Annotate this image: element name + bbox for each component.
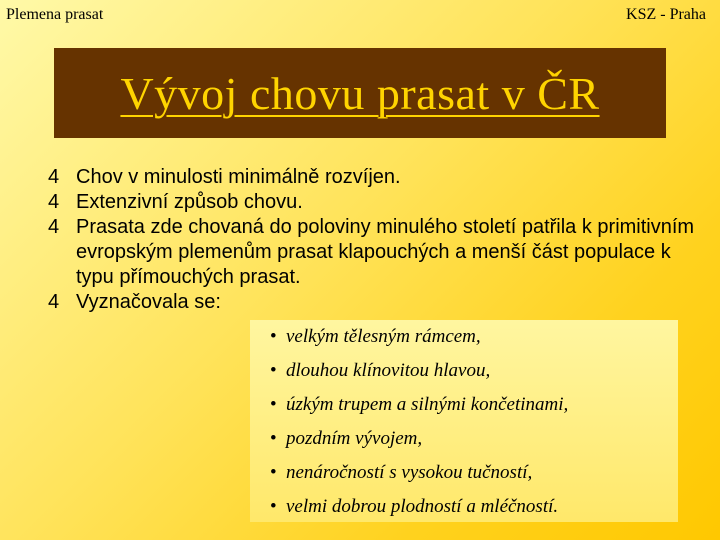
dot-icon: • bbox=[270, 326, 277, 347]
trait-text: nenáročností s vysokou tučností, bbox=[286, 462, 533, 483]
bullet-item bbox=[48, 190, 708, 215]
bullet-marker-icon: 4 bbox=[48, 291, 60, 313]
title-banner bbox=[54, 48, 666, 138]
trait-item bbox=[270, 422, 568, 456]
trait-list bbox=[270, 320, 568, 524]
trait-text: pozdním vývojem, bbox=[286, 428, 423, 449]
bullet-text: Vyznačovala se: bbox=[76, 291, 221, 313]
dot-icon: • bbox=[270, 496, 277, 517]
bullet-marker-icon: 4 bbox=[48, 191, 60, 213]
dot-icon: • bbox=[270, 360, 277, 381]
header-right-text: KSZ - Praha bbox=[626, 6, 706, 23]
bullet-marker-icon: 4 bbox=[48, 216, 60, 238]
trait-text: dlouhou klínovitou hlavou, bbox=[286, 360, 491, 381]
trait-text: úzkým trupem a silnými končetinami, bbox=[286, 394, 569, 415]
dot-icon: • bbox=[270, 462, 277, 483]
bullet-marker-icon: 4 bbox=[48, 166, 60, 188]
bullet-item bbox=[48, 290, 708, 315]
trait-item bbox=[270, 354, 568, 388]
bullet-text: Prasata zde chovaná do poloviny minulého století patřila k primitivním evropským plemenům prasat klapouchých a menší část populace k typu přímouchých prasat. bbox=[76, 216, 695, 288]
trait-text: velkým tělesným rámcem, bbox=[286, 326, 481, 347]
trait-item bbox=[270, 320, 568, 354]
dot-icon: • bbox=[270, 428, 277, 449]
trait-item bbox=[270, 388, 568, 422]
bullet-text: Chov v minulosti minimálně rozvíjen. bbox=[76, 166, 401, 188]
dot-icon: • bbox=[270, 394, 277, 415]
header-left-text: Plemena prasat bbox=[6, 6, 104, 23]
bullet-text: Extenzivní způsob chovu. bbox=[76, 191, 303, 213]
trait-item bbox=[270, 490, 568, 524]
slide-title: Vývoj chovu prasat v ČR bbox=[120, 67, 600, 119]
bullet-list bbox=[48, 165, 708, 315]
bullet-item bbox=[48, 165, 708, 190]
trait-item bbox=[270, 456, 568, 490]
bullet-item bbox=[48, 215, 708, 290]
trait-text: velmi dobrou plodností a mléčností. bbox=[286, 496, 559, 517]
